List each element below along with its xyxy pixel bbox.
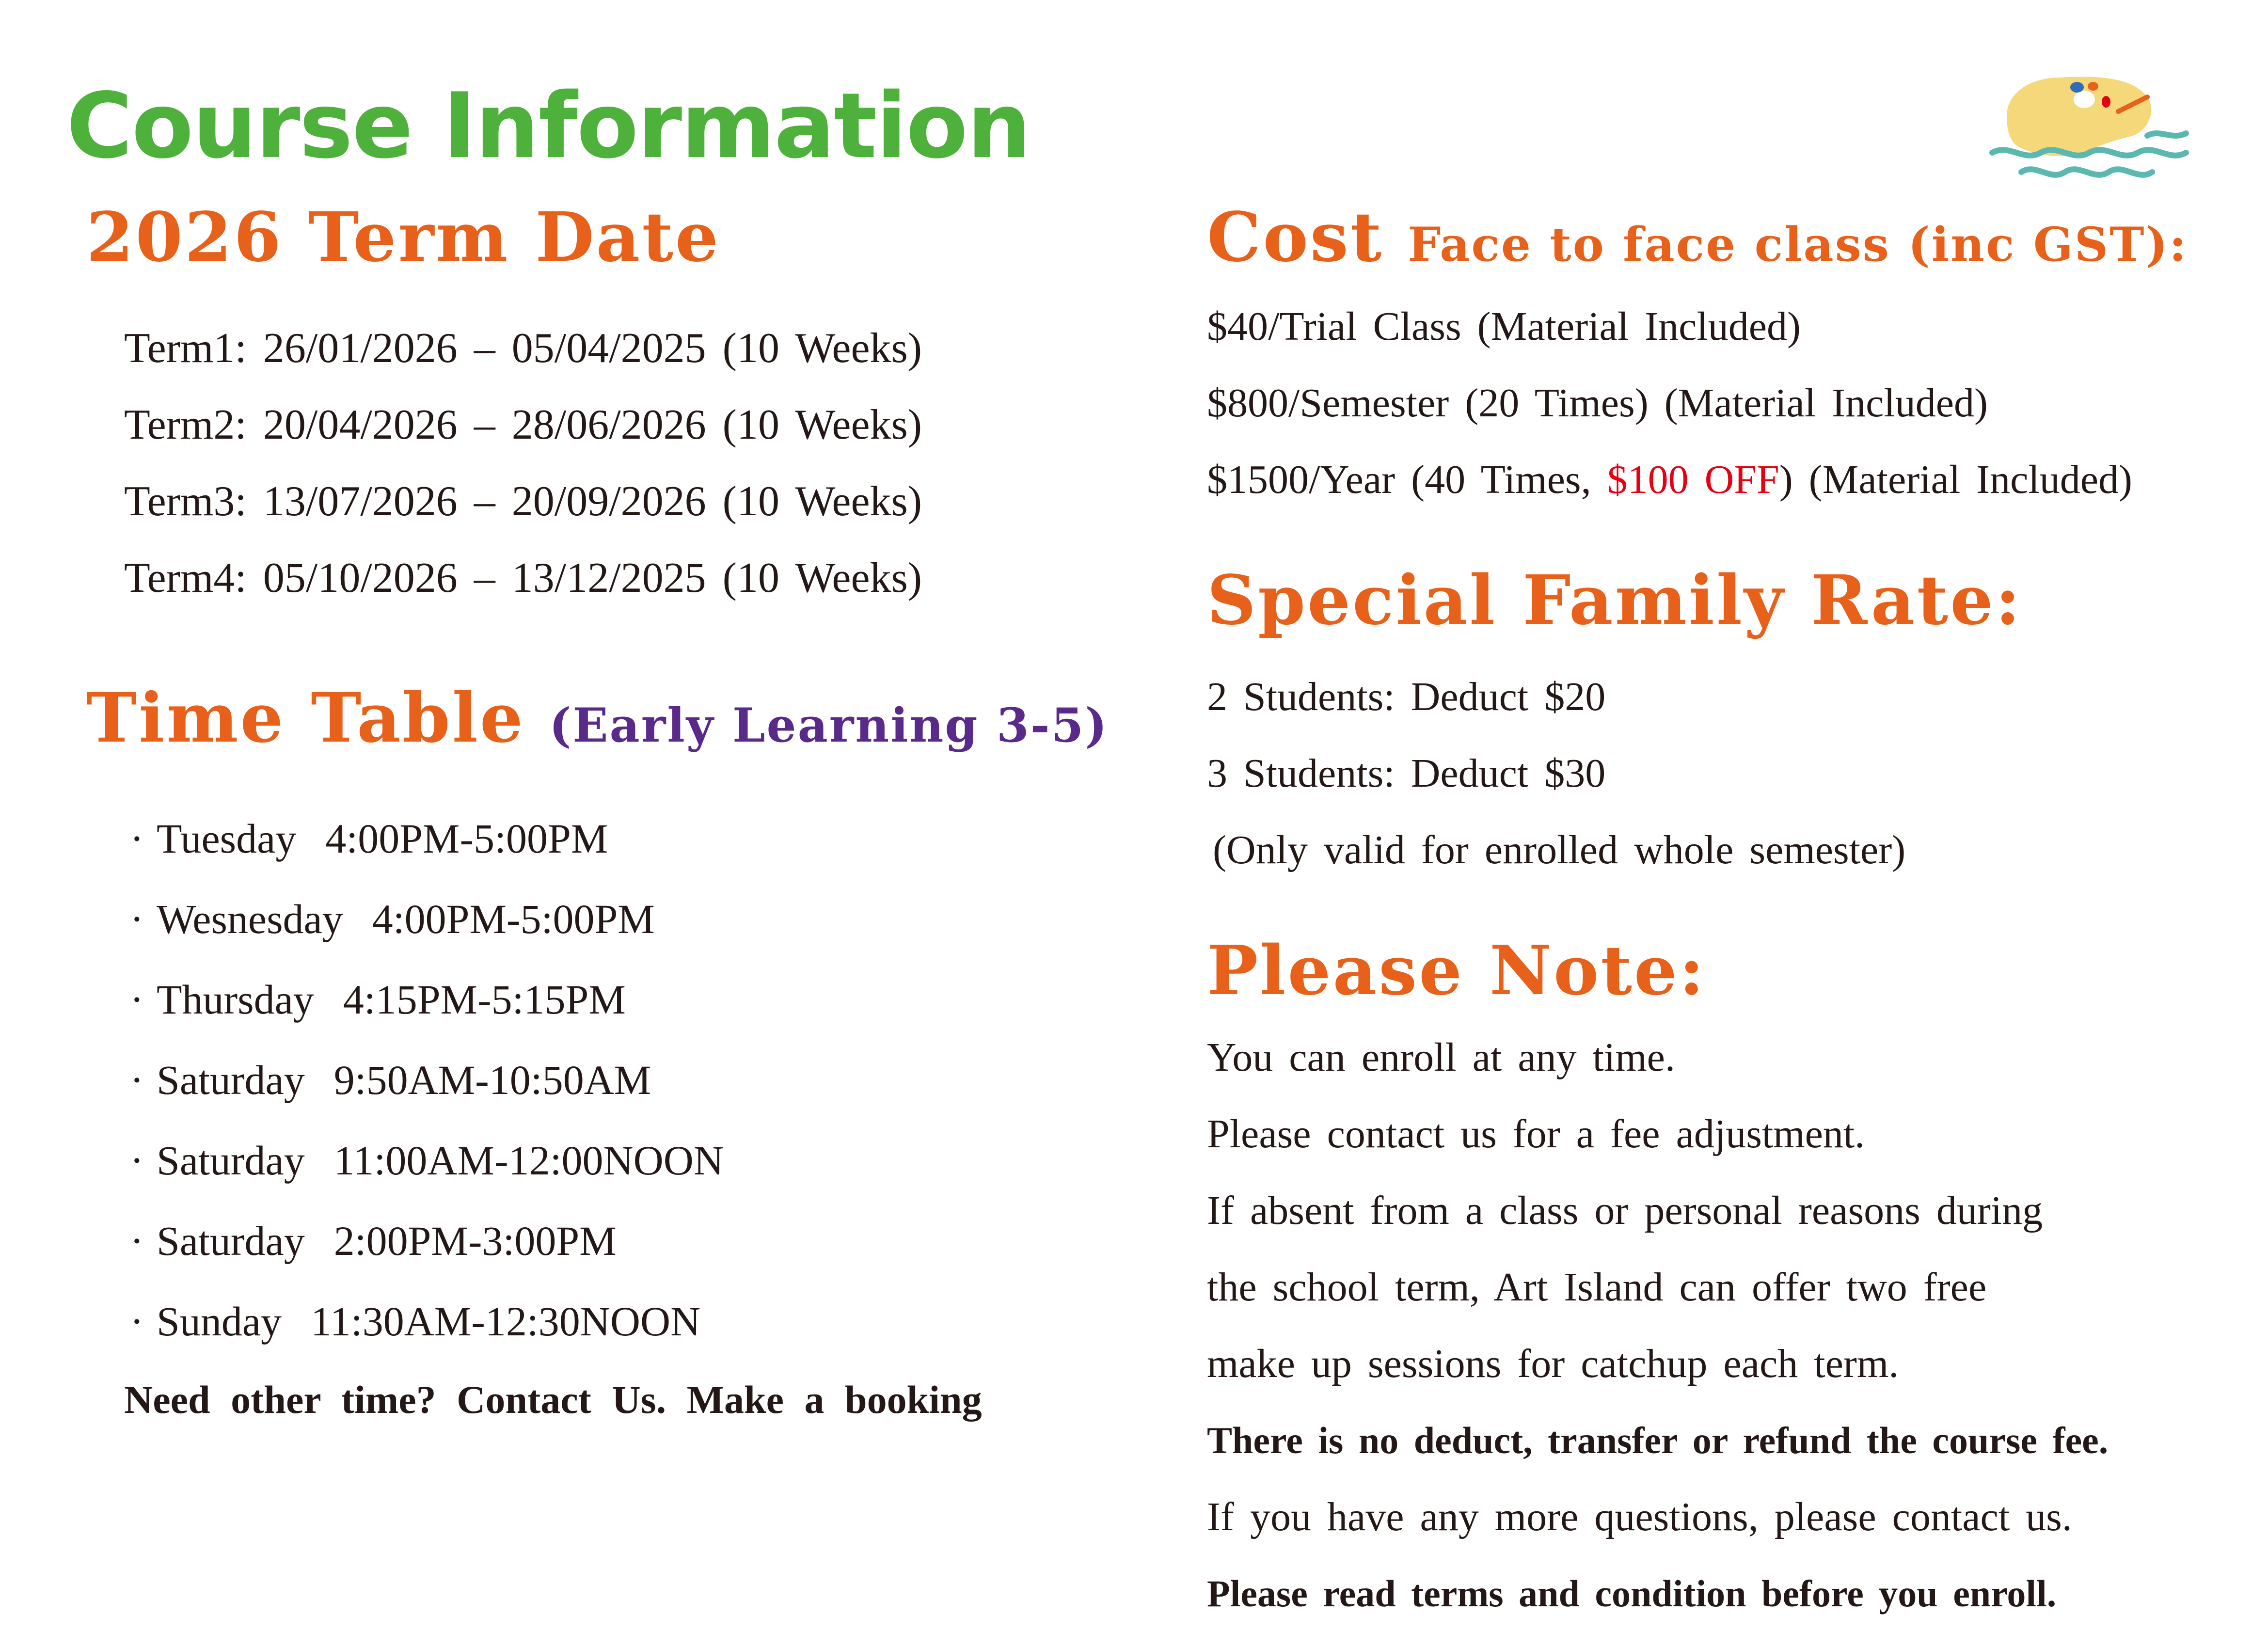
contact-booking-line: Need other time? Contact Us. Make a booking: [124, 1378, 982, 1422]
timetable-subheading: (Early Learning 3-5): [549, 698, 1109, 753]
note-line: the school term, Art Island can offer two free: [1207, 1265, 1987, 1310]
family-rate-line: 2 Students: Deduct $20: [1207, 674, 1606, 719]
family-rate-note: (Only valid for enrolled whole semester): [1213, 827, 1906, 872]
slot-hours: 11:00AM-12:00NOON: [333, 1137, 724, 1184]
slot-day: Tuesday: [157, 815, 297, 862]
slot-hours: 4:00PM-5:00PM: [325, 815, 608, 862]
cost-year-discount: $100 OFF: [1607, 457, 1779, 502]
page-title: Course Information: [66, 73, 1031, 178]
term-line: Term2: 20/04/2026 – 28/06/2026 (10 Weeks): [124, 401, 922, 448]
palette-logo-icon: [1987, 63, 2201, 189]
slot-day: Wesnesday: [157, 896, 343, 942]
cost-year-suffix: ) (Material Included): [1779, 457, 2133, 502]
bullet-icon: ·: [130, 1057, 144, 1103]
read-terms-note: Please read terms and condition before you enroll.: [1207, 1572, 2057, 1615]
note-line: make up sessions for catchup each term.: [1207, 1341, 1899, 1386]
slot-hours: 2:00PM-3:00PM: [333, 1218, 617, 1264]
bullet-icon: ·: [130, 976, 144, 1023]
bullet-icon: ·: [130, 815, 144, 862]
bullet-icon: ·: [130, 1137, 144, 1184]
cost-semester: $800/Semester (20 Times) (Material Included): [1207, 380, 1988, 426]
timetable-slot: [86, 1120, 1128, 1201]
left-column: [86, 194, 1128, 1438]
slot-hours: 11:30AM-12:30NOON: [311, 1298, 701, 1345]
term-line: Term1: 26/01/2026 – 05/04/2025 (10 Weeks): [124, 325, 922, 372]
cost-subheading: Face to face class (inc GST):: [1408, 217, 2188, 272]
timetable-slot: [86, 1201, 1128, 1281]
slot-day: Saturday: [157, 1057, 305, 1103]
family-rate-heading: Special Family Rate:: [1207, 561, 2022, 640]
slot-day: Sunday: [157, 1298, 282, 1345]
slot-hours: 4:00PM-5:00PM: [372, 896, 655, 942]
cost-heading: [1207, 194, 2235, 288]
timetable-heading-text: Time Table: [86, 679, 525, 758]
slot-day: Thursday: [157, 976, 314, 1023]
no-refund-note: There is no deduct, transfer or refund the course fee.: [1207, 1419, 2109, 1461]
note-line: You can enroll at any time.: [1207, 1035, 1675, 1080]
family-rate-line: 3 Students: Deduct $30: [1207, 751, 1606, 796]
timetable-slot: [86, 1281, 1128, 1362]
cost-year-prefix: $1500/Year (40 Times,: [1207, 457, 1607, 502]
timetable-slot: [86, 959, 1128, 1040]
timetable-slot: [86, 1040, 1128, 1120]
bullet-icon: ·: [130, 896, 144, 942]
term-line: Term4: 05/10/2026 – 13/12/2025 (10 Weeks): [124, 555, 922, 602]
bullet-icon: ·: [130, 1218, 144, 1264]
slot-hours: 9:50AM-10:50AM: [333, 1057, 651, 1103]
notes-heading: Please Note:: [1207, 931, 1706, 1011]
slot-hours: 4:15PM-5:15PM: [343, 976, 626, 1023]
term-line: Term3: 13/07/2026 – 20/09/2026 (10 Weeks): [124, 478, 922, 525]
cost-year: [1207, 442, 2235, 518]
term-dates-heading: 2026 Term Date: [86, 198, 721, 277]
timetable-slot: [86, 879, 1128, 959]
bullet-icon: ·: [130, 1298, 144, 1345]
cost-trial: $40/Trial Class (Material Included): [1207, 304, 1801, 349]
slot-day: Saturday: [157, 1218, 305, 1264]
timetable-slot: [86, 798, 1128, 879]
cost-heading-text: Cost: [1207, 198, 1384, 277]
right-column: [1207, 194, 2235, 1632]
slot-day: Saturday: [157, 1137, 305, 1184]
timetable-heading: [86, 675, 1128, 769]
note-line: Please contact us for a fee adjustment.: [1207, 1111, 1865, 1157]
note-line: If absent from a class or personal reasons during: [1207, 1188, 2043, 1233]
questions-note: If you have any more questions, please contact us.: [1207, 1494, 2072, 1539]
